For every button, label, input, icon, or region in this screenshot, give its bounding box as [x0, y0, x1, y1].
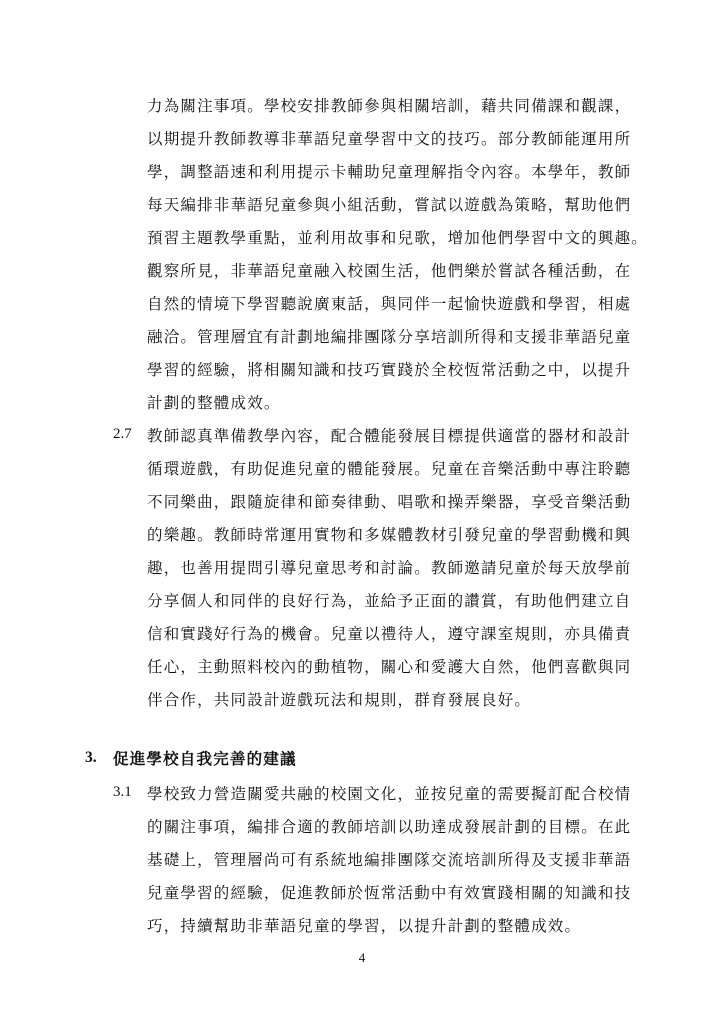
paragraph-line: 伴合作，共同設計遊戲玩法和規則，群育發展良好。 [147, 691, 532, 709]
paragraph-line: 兒童學習的經驗，促進教師於恆常活動中有效實踐相關的知識和技 [147, 884, 632, 902]
paragraph-number: 3.1 [113, 784, 132, 800]
paragraph-line: 預習主題教學重點，並利用故事和兒歌，增加他們學習中文的興趣。 [147, 229, 649, 247]
paragraph-line: 學習的經驗，將相關知識和技巧實踐於全校恆常活動之中，以提升 [147, 361, 632, 379]
paragraph-line: 計劃的整體成效。 [147, 394, 281, 412]
paragraph-line: 每天編排非華語兒童參與小組活動，嘗試以遊戲為策略，幫助他們 [147, 196, 632, 214]
paragraph-line: 融洽。管理層宜有計劃地編排團隊分享培訓所得和支援非華語兒童 [147, 328, 632, 346]
page-number: 4 [358, 950, 366, 965]
paragraph-line: 學校致力營造關愛共融的校園文化，並按兒童的需要擬訂配合校情 [147, 785, 632, 803]
paragraph-line: 自然的情境下學習聽說廣東話，與同伴一起愉快遊戲和學習，相處 [147, 295, 632, 313]
paragraph-line: 信和實踐好行為的機會。兒童以禮待人，遵守課室規則，亦具備責 [147, 625, 632, 643]
paragraph-line: 的關注事項，編排合適的教師培訓以助達成發展計劃的目標。在此 [147, 818, 632, 836]
paragraph-line: 不同樂曲，跟隨旋律和節奏律動、唱歌和操弄樂器，享受音樂活動 [147, 493, 632, 511]
paragraph-line: 教師認真準備教學內容，配合體能發展目標提供適當的器材和設計 [147, 427, 632, 445]
paragraph-line: 基礎上，管理層尚可有系統地編排團隊交流培訓所得及支援非華語 [147, 851, 632, 869]
paragraph-line: 的樂趣。教師時常運用實物和多媒體教材引發兒童的學習動機和興 [147, 526, 632, 544]
paragraph-line: 任心，主動照料校內的動植物，關心和愛護大自然，他們喜歡與同 [147, 658, 632, 676]
paragraph-line: 循環遊戲，有助促進兒童的體能發展。兒童在音樂活動中專注聆聽 [147, 460, 632, 478]
paragraph-line: 力為關注事項。學校安排教師參與相關培訓，藉共同備課和觀課， [147, 97, 632, 115]
paragraph-line: 學，調整語速和利用提示卡輔助兒童理解指令內容。本學年，教師 [147, 163, 632, 181]
paragraph-number: 2.7 [113, 426, 132, 442]
paragraph-line: 以期提升教師教導非華語兒童學習中文的技巧。部分教師能運用所 [147, 130, 632, 148]
paragraph-line: 分享個人和同伴的良好行為，並給予正面的讚賞，有助他們建立自 [147, 592, 632, 610]
paragraph-line: 巧，持續幫助非華語兒童的學習，以提升計劃的整體成效。 [147, 917, 582, 935]
paragraph-line: 觀察所見，非華語兒童融入校園生活，他們樂於嘗試各種活動，在 [147, 262, 632, 280]
section-number: 3. [85, 749, 97, 766]
section-title: 促進學校自我完善的建議 [113, 749, 297, 768]
paragraph-line: 趣，也善用提問引導兒童思考和討論。教師邀請兒童於每天放學前 [147, 559, 632, 577]
